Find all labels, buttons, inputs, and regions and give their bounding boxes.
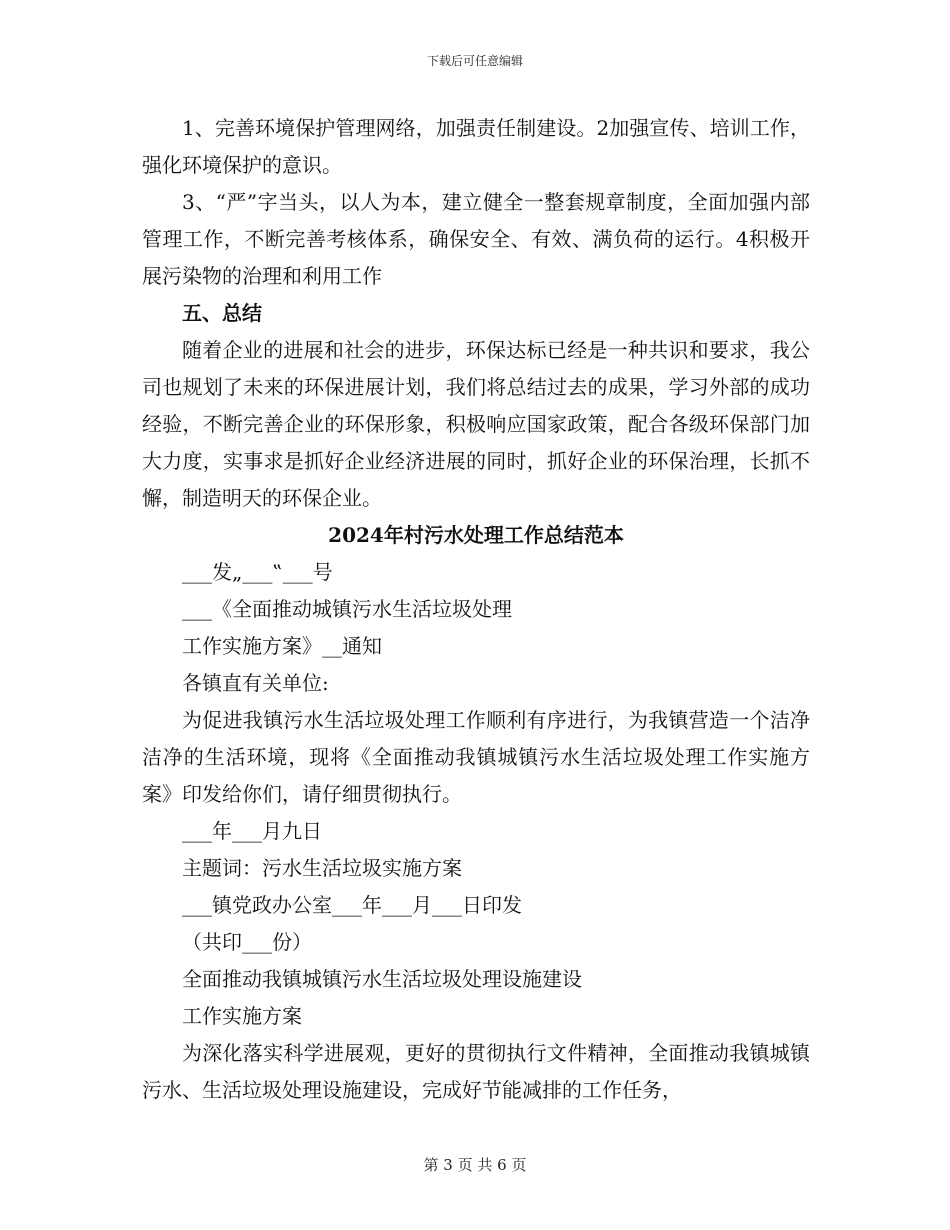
date-line: ___年___月九日: [182, 819, 322, 843]
paragraph: 3、“严”字当头，以人为本，建立健全一整套规章制度，全面加强内部管理工作，不断完善考核体系，确保安全、有效、满负荷的运行。4积极开展污染物的治理和利用工作: [142, 190, 810, 288]
paragraph: 为促进我镇污水生活垃圾处理工作顺利有序进行，为我镇营造一个洁净洁净的生活环境，现将《全面推动我镇城镇污水生活垃圾处理工作实施方案》印发给你们，请仔细贯彻执行。: [142, 708, 810, 806]
subject-words: 主题词：污水生活垃圾实施方案: [182, 856, 462, 880]
plan-title-line-2: 工作实施方案: [182, 1004, 302, 1028]
page-header: 下载后可任意编辑: [426, 54, 523, 68]
paragraph: 1、完善环境保护管理网络，加强责任制建设。2加强宣传、培训工作，强化环境保护的意识。: [142, 116, 810, 177]
issuer-line: ___镇党政办公室___年___月___日印发: [182, 893, 522, 917]
plan-title-line-1: 全面推动我镇城镇污水生活垃圾处理设施建设: [182, 967, 582, 991]
document-number-line: ___发„___‟___号: [182, 560, 333, 584]
copies-line: （共印___份）: [182, 930, 312, 954]
document-title: 2024年村污水处理工作总结范本: [328, 523, 624, 547]
section-heading: 五、总结: [182, 301, 262, 325]
document-body: [142, 110, 810, 1109]
notice-title-line-2: 工作实施方案》__通知: [182, 634, 382, 658]
paragraph: 随着企业的进展和社会的进步，环保达标已经是一种共识和要求，我公司也规划了未来的环保进展计划，我们将总结过去的成果，学习外部的成功经验，不断完善企业的环保形象，积极响应国家政策，配合各级环保部门加大力度，实事求是抓好企业经济进展的同时，抓好企业的环保治理，长抓不懈，制造明天的环保企业。: [142, 338, 810, 510]
page-footer: 第 3 页 共 6 页: [423, 1156, 527, 1174]
paragraph: 为深化落实科学进展观，更好的贯彻执行文件精神，全面推动我镇城镇污水、生活垃圾处理设施建设，完成好节能减排的工作任务，: [142, 1041, 810, 1102]
addressee: 各镇直有关单位:: [182, 671, 329, 695]
notice-title-line-1: ___《全面推动城镇污水生活垃圾处理: [182, 597, 512, 621]
